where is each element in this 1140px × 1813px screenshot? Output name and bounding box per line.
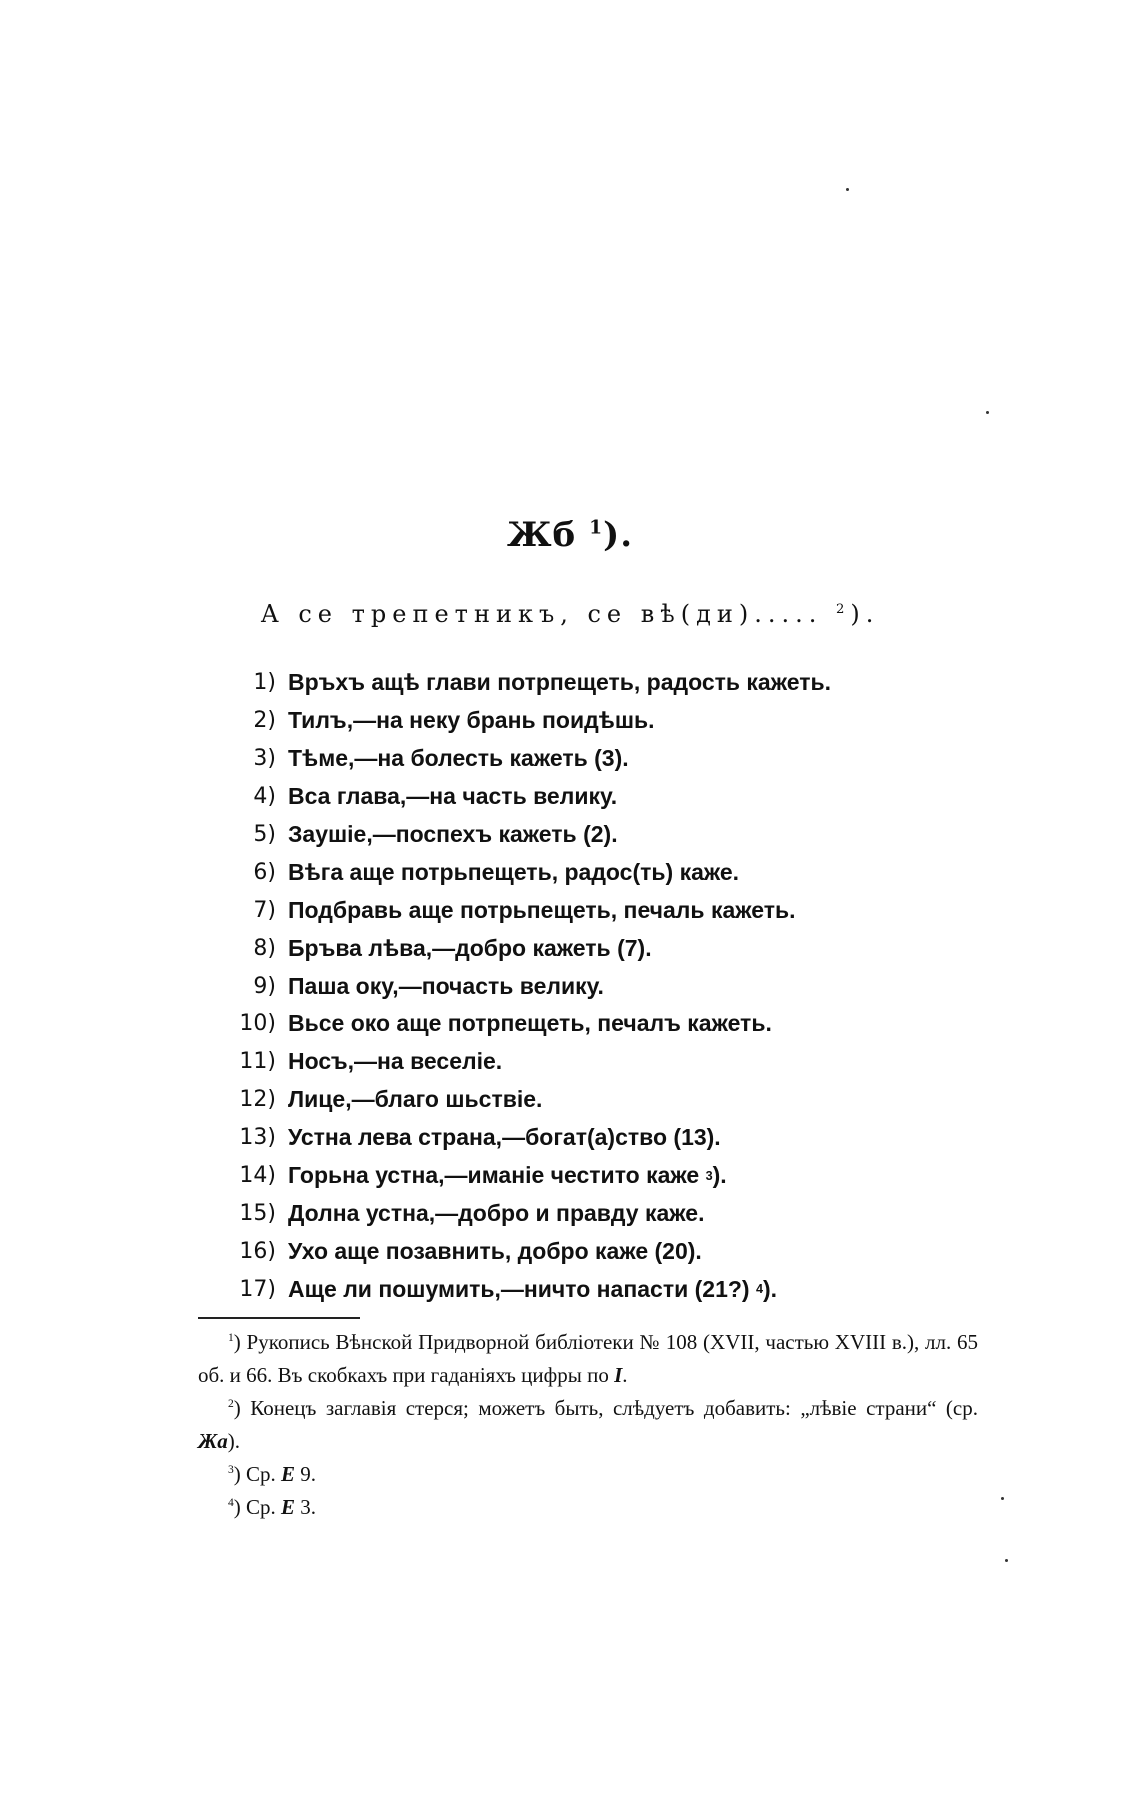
- entry-text: Носъ,—на веселіе.: [288, 1048, 503, 1075]
- list-item: [220, 853, 1020, 891]
- entry-number: 6): [253, 859, 276, 885]
- entry-text: Устна лева страна,—богат(а)ство (13).: [288, 1124, 721, 1151]
- entries-list: [220, 664, 1020, 1308]
- entry-text: Ухо аще позавнить, добро каже (20).: [288, 1237, 702, 1264]
- section-subtitle: [0, 600, 1140, 628]
- entry-number: 15): [239, 1200, 276, 1226]
- footnote-italic: Е: [281, 1495, 296, 1519]
- entry-number: 1): [253, 670, 276, 696]
- footnotes: [198, 1326, 978, 1524]
- entry-text: Вса глава,—на часть велику.: [288, 783, 618, 810]
- entry-number: 10): [239, 1011, 276, 1037]
- footnote-mark: 3: [228, 1464, 234, 1476]
- footnote-text: ) Конецъ заглавія стерся; можетъ быть, слѣдуетъ добавить: „лѣвіе страни“ (ср.: [233, 1396, 978, 1420]
- subtitle-text: А се трепетникъ, се вѣ(ди).....: [260, 600, 823, 628]
- entry-text: Аще ли пошумить,—ничто напасти (21?): [288, 1275, 750, 1302]
- footnote-italic: Е: [281, 1462, 296, 1486]
- entry-number: 14): [239, 1163, 276, 1189]
- entry-text: Връхъ ащѣ глави потрпещеть, радость кажеть.: [288, 669, 832, 696]
- list-item: [220, 702, 1020, 740]
- footnote-text: ) Ср.: [233, 1495, 282, 1519]
- entry-text: Долна устна,—добро и правду каже.: [288, 1199, 705, 1226]
- entry-text: Тилъ,—на неку брань поидѣшь.: [288, 707, 655, 734]
- footnote: [198, 1326, 978, 1392]
- entry-number: 17): [239, 1276, 276, 1302]
- footnote-divider: [198, 1317, 360, 1319]
- footnote-text-end: 9.: [295, 1462, 317, 1486]
- footnote-mark: 4: [228, 1497, 234, 1509]
- entry-number: 11): [239, 1049, 276, 1075]
- entry-text: Лице,—благо шьствіе.: [288, 1086, 543, 1113]
- footnote-text-end: 3.: [295, 1495, 317, 1519]
- entry-number: 4): [253, 784, 276, 810]
- footnote-italic: Жа: [198, 1429, 228, 1453]
- entry-number: 9): [253, 973, 276, 999]
- list-item: 14) Горьна устна,—иманіе честито каже 3 ).: [220, 1157, 1020, 1195]
- entry-number: 8): [253, 935, 276, 961]
- list-item: [220, 1194, 1020, 1232]
- entry-text: Подбравь аще потрьпещеть, печаль кажеть.: [288, 896, 796, 923]
- scan-speck: [846, 188, 849, 191]
- footnote-ref: 2: [836, 602, 851, 617]
- footnote-italic: I: [614, 1363, 623, 1387]
- list-item: 17) Аще ли пошумить,—ничто напасти (21?) 4 ).: [220, 1270, 1020, 1308]
- heading-close: ).: [603, 515, 634, 555]
- entry-close: ).: [712, 1162, 727, 1189]
- entry-text: Заушіе,—поспехъ кажеть (2).: [288, 821, 618, 847]
- scan-speck: [986, 411, 989, 414]
- subtitle-close: ).: [850, 600, 880, 628]
- list-item: [220, 1005, 1020, 1043]
- list-item: [220, 664, 1020, 702]
- footnote-text: ) Рукопись Вѣнской Придворной библіотеки № 108 (XVII, частью XVIII в.), лл. 65 об. и 66. Въ скобкахъ при гаданіяхъ цифры по: [198, 1330, 978, 1387]
- entry-number: 2): [253, 708, 276, 734]
- entry-number: 3): [253, 746, 276, 772]
- list-item: [220, 1119, 1020, 1157]
- footnote: [198, 1392, 978, 1458]
- list-item: [220, 929, 1020, 967]
- entry-number: 16): [239, 1238, 276, 1264]
- entry-number: 12): [239, 1087, 276, 1113]
- entry-text: Бръва лѣва,—добро кажеть (7).: [288, 934, 652, 961]
- entry-text: Вьсе око аще потрпещеть, печалъ кажеть.: [288, 1010, 772, 1037]
- footnote-text: ) Ср.: [233, 1462, 282, 1486]
- footnote: [198, 1458, 978, 1491]
- entry-close: ).: [763, 1275, 778, 1302]
- entry-number: 5): [253, 822, 276, 847]
- entry-number: 13): [239, 1125, 276, 1151]
- list-item: [220, 1043, 1020, 1081]
- footnote-mark: 1: [228, 1332, 234, 1344]
- list-item: [220, 1232, 1020, 1270]
- section-title: Жб: [506, 515, 577, 555]
- scan-speck: [1005, 1559, 1008, 1562]
- entry-number: 7): [253, 897, 276, 923]
- footnote-mark: 2: [228, 1398, 234, 1410]
- list-item: [220, 740, 1020, 778]
- entry-text: Паша оку,—почасть велику.: [288, 972, 604, 999]
- list-item: [220, 1081, 1020, 1119]
- list-item: [220, 816, 1020, 854]
- entry-text: Тѣме,—на болесть кажеть (3).: [288, 745, 629, 772]
- section-heading: [0, 515, 1140, 555]
- list-item: [220, 778, 1020, 816]
- footnote-text-end: ).: [227, 1429, 241, 1453]
- scan-speck: [1001, 1497, 1004, 1500]
- entry-text: Горьна устна,—иманіе честито каже: [288, 1162, 700, 1189]
- footnote-text-end: .: [622, 1363, 628, 1387]
- list-item: [220, 891, 1020, 929]
- footnote: [198, 1491, 978, 1524]
- footnote-ref: 1: [589, 516, 604, 539]
- list-item: [220, 967, 1020, 1005]
- entry-text: Вѣга аще потрьпещеть, радос(ть) каже.: [288, 858, 740, 885]
